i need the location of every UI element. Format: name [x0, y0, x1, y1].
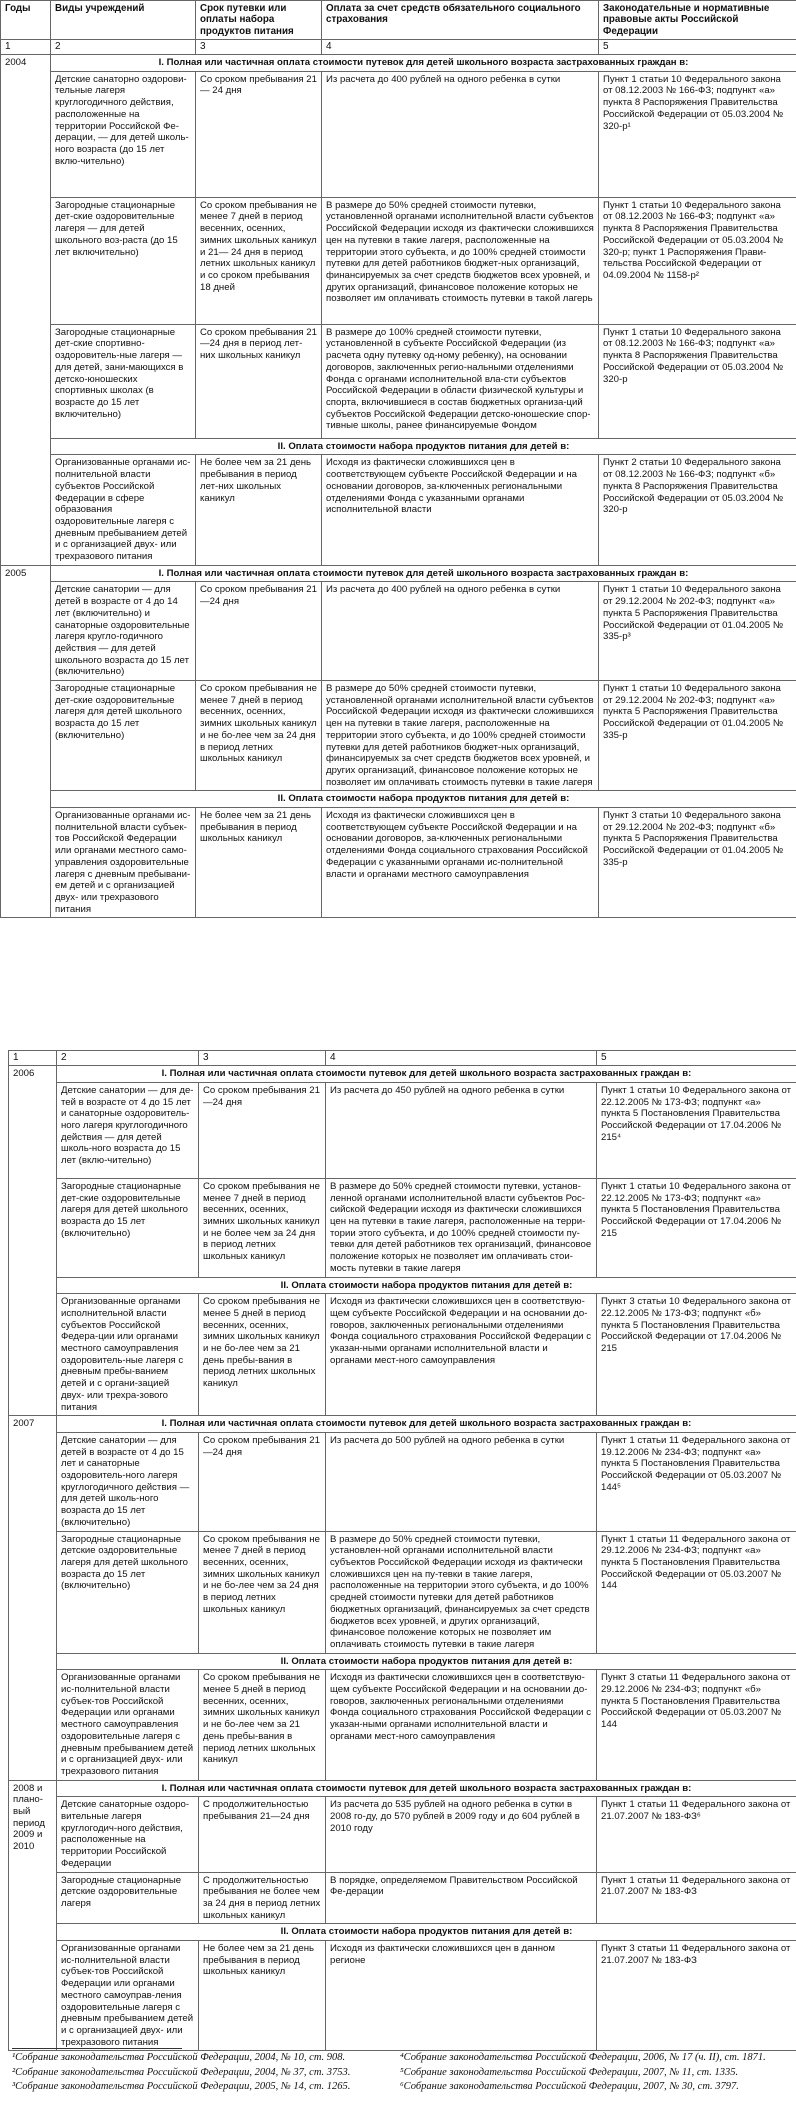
table-row [1, 808, 796, 918]
table-page-1 [0, 0, 796, 918]
institution-type: Детские санаторные оздоро-вительные лагеря круглогодич-ного действия, расположенные на территории Российской Федерации [57, 1797, 199, 1872]
footnotes-right-column [400, 2052, 788, 2096]
legal-act: Пункт 1 статьи 10 Федерального закона от 29.12.2004 № 202-ФЗ; подпункт «а» пункта 5 Распоряжения Правительства Российской Федерации от 01.04.2005 № 335-р [599, 681, 796, 791]
institution-type: Организованные органами ис-полнительной власти субъек-тов Российской Федерации или органами местного самоуправления оздоровительные лагеря с дневным пребыванием детей и с организацией двух- или трехразового питания [57, 1670, 199, 1780]
institution-type: Организованные органами ис-полнительной власти субъек-тов Российской Федерации или органами местного самоуправ-ления оздоровительные лагеря с дневным пребыванием детей и с организацией двух- или трехразового питания [57, 1941, 199, 2051]
section-heading: II. Оплата стоимости набора продуктов питания для детей в: [57, 1653, 796, 1670]
section-heading: I. Полная или частичная оплата стоимости путевок для детей школьного возраста застрахованных граждан в: [57, 1780, 796, 1797]
section-heading: II. Оплата стоимости набора продуктов питания для детей в: [57, 1924, 796, 1941]
table-page-2 [8, 1050, 796, 2051]
table-row [9, 1531, 796, 1653]
legal-act: Пункт 1 статьи 11 Федерального закона от 19.12.2006 № 234-ФЗ; подпункт «а» пункта 5 Постановления Правительства Российской Федерации от 05.03.2007 № 144⁵ [597, 1432, 796, 1531]
payment: Из расчета до 535 рублей на одного ребенка в сутки в 2008 го-ду, до 570 рублей в 2009 году и до 604 рублей в 2010 году [326, 1797, 597, 1872]
section-heading: I. Полная или частичная оплата стоимости путевок для детей школьного возраста застрахованных граждан в: [51, 565, 796, 582]
year-cell: 2008 и плано-вый период 2009 и 2010 [9, 1780, 57, 2051]
column-number: 5 [597, 1051, 796, 1066]
section-heading-row [1, 438, 796, 455]
column-number: 2 [57, 1051, 199, 1066]
column-number: 3 [196, 39, 322, 54]
year-cell: 2007 [9, 1416, 57, 1433]
table-row [1, 582, 796, 681]
table-row [1, 197, 796, 324]
footnote: ¹Собрание законодательства Российской Федерации, 2004, № 10, ст. 908. [12, 2052, 346, 2063]
institution-type: Загородные стационарные детские оздоровительные лагеря [57, 1872, 199, 1924]
section-heading: II. Оплата стоимости набора продуктов питания для детей в: [57, 1277, 796, 1294]
column-number: 1 [9, 1051, 57, 1066]
term: Со сроком пребывания не менее 7 дней в период весенних, осенних, зимних школьных каникул и не более чем за 24 дня в период летних школьных каникул [199, 1178, 326, 1277]
legal-act: Пункт 1 статьи 10 Федерального закона от 08.12.2003 № 166-ФЗ; подпункт «а» пункта 8 Распоряжения Правительства Российской Федерации от 05.03.2004 № 320-р¹ [599, 71, 796, 197]
payment: Исходя из фактически сложившихся цен в соответствующем субъекте Российской Федерации и на основании договоров, за-ключенных региональными отделениями Фонда с указанными органами исполнительной власти [322, 455, 599, 565]
term: Со сроком пребывания 21—24 дня [199, 1082, 326, 1178]
footnote: ²Собрание законодательства Российской Федерации, 2004, № 37, ст. 3753. [12, 2066, 351, 2078]
table-row [9, 1294, 796, 1416]
payment: В порядке, определяемом Правительством Российской Фе-дерации [326, 1872, 597, 1924]
term: Со сроком пребывания не менее 5 дней в период весенних, осенних, зимних школьных каникул и не бо-лее чем за 21 день пребы-вания в период летних школьных каникул [199, 1670, 326, 1780]
institution-type: Детские санатории — для детей в возрасте от 4 до 14 лет (включительно) и санаторные оздоровительные лагеря кругло-годичного действия — для детей школьного возраста до 15 лет (включительно) [51, 582, 196, 681]
payment: Из расчета до 450 рублей на одного ребенка в сутки [326, 1082, 597, 1178]
year-cell: 2004 [1, 54, 51, 71]
term: Со сроком пребывания не менее 7 дней в период весенних, осенних, зимних школьных каникул и 21— 24 дня в период летних школьных каникул и со сроком пребывания 18 дней [196, 197, 322, 324]
institution-type: Детские санатории — для детей в возрасте от 4 до 15 лет и санаторные оздоровитель-ного лагеря круглогодичного действия — для детей школь-ного возраста до 15 лет (включительно) [57, 1432, 199, 1531]
legal-act: Пункт 3 статьи 10 Федерального закона от 22.12.2005 № 173-ФЗ; подпункт «б» пункта 5 Постановления Правительства Российской Федерации от 17.04.2006 № 215 [597, 1294, 796, 1416]
section-heading-row [9, 1653, 796, 1670]
legal-act: Пункт 1 статьи 11 Федерального закона от 21.07.2007 № 183-ФЗ [597, 1872, 796, 1924]
table-row [9, 1432, 796, 1531]
legal-act: Пункт 1 статьи 10 Федерального закона от 08.12.2003 № 166-ФЗ; подпункт «а» пункта 8 Распоряжения Правительства Российской Федерации от 05.03.2004 № 320-р; пункт 1 Распоряжения Прави-тельства Российской Федерации от 04.09.2004 № 1158-р² [599, 197, 796, 324]
legal-act: Пункт 2 статьи 10 Федерального закона от 08.12.2003 № 166-ФЗ; подпункт «б» пункта 8 Распоряжения Правительства Российской Федерации от 05.03.2004 № 320-р [599, 455, 796, 565]
term: Со сроком пребывания не менее 7 дней в период весенних, осенних, зимних школьных каникул и не бо-лее чем за 24 дня в период летних школьных каникул [199, 1531, 326, 1653]
legal-act: Пункт 1 статьи 10 Федерального закона от 22.12.2005 № 173-ФЗ; подпункт «а» пункта 5 Постановления Правительства Российской Федерации от 17.04.2006 № 215 [597, 1178, 796, 1277]
payment: Исходя из фактически сложившихся цен в данном регионе [326, 1941, 597, 2051]
term: С продолжительностью пребывания 21—24 дня [199, 1797, 326, 1872]
table-row [9, 1797, 796, 1872]
institution-type: Загородные стационарные дет-ские оздоровительные лагеря для детей школьного возраста до 15 лет (включительно) [57, 1178, 199, 1277]
payment: В размере до 50% средней стоимости путевки, установленной органами исполнительной власти субъектов Российской Федерации исходя из фактически сложившихся цен на путевки в такие лагеря, расположенные на территории этого субъекта, и до 100% средней стоимости путевки для детей работников бюджет-ных организаций, финансируемых за счет средств бюджетов всех уровней, и других организаций, финансовое положение которых не позволяет им оплачивать стоимость путевки в такие лагеря [322, 681, 599, 791]
legal-act: Пункт 3 статьи 10 Федерального закона от 29.12.2004 № 202-ФЗ; подпункт «б» пункта 5 Распоряжения Правительства Российской Федерации от 01.04.2005 № 335-р [599, 808, 796, 918]
table-row [1, 455, 796, 565]
institution-type: Загородные стационарные дет-ские оздоровительные лагеря для детей школьного возраста до 15 лет (включительно) [51, 681, 196, 791]
payment: Из расчета до 400 рублей на одного ребенка в сутки [322, 71, 599, 197]
payment: Из расчета до 400 рублей на одного ребенка в сутки [322, 582, 599, 681]
institution-type: Организованные органами ис-полнительной власти субъек-тов Российской Федерации или органами местного само-управления оздоровительные лагеря с дневным пребывани-ем детей и с организацией двух- или трехразового питания [51, 808, 196, 918]
column-number: 4 [326, 1051, 597, 1066]
year-cell: 2005 [1, 565, 51, 582]
column-numbers-row [9, 1051, 796, 1066]
table-row [9, 1941, 796, 2051]
institution-type: Организованные органами ис-полнительной власти субъектов Российской Федерации в сфере образования оздоровительные лагеря с дневным пребыванием детей и с организацией двух- или трехразового питания [51, 455, 196, 565]
payment: Из расчета до 500 рублей на одного ребенка в сутки [326, 1432, 597, 1531]
legal-act: Пункт 1 статьи 11 Федерального закона от 21.07.2007 № 183-ФЗ⁶ [597, 1797, 796, 1872]
footnote: ⁴Собрание законодательства Российской Федерации, 2006, № 17 (ч. II), ст. 1871. [400, 2052, 766, 2063]
header-term: Срок путевки или оплаты набора продуктов питания [196, 1, 322, 40]
table-row [9, 1082, 796, 1178]
footnote-rule [12, 2048, 182, 2049]
payment: В размере до 50% средней стоимости путевки, установлен-ной органами исполнительной власти субъектов Российской Федерации исходя из фактически сложившихся цен на пу-тевки в такие лагеря, расположенные на территории этого субъекта, и до 100% средней стоимости путевки для детей работников бюджетных организаций, финансируемых за счет средств бюджетов всех уровней, и других организаций, финансовое положение которых не позволяет им оплачивать стоимость путевки в такие лагеря [326, 1531, 597, 1653]
institution-type: Детские санатории — для де-тей в возрасте от 4 до 15 лет и санаторные оздоровитель-ного лагеря круглогодичного действия — для детей школь-ного возраста до 15 лет (вклю-чительно) [57, 1082, 199, 1178]
column-number: 5 [599, 39, 796, 54]
payment: В размере до 50% средней стоимости путевки, установ-ленной органами исполнительной власти субъектов Рос-сийской Федерации исходя из фактически сложившихся цен на путевки в такие лагеря, расположенные на терри-тории этого субъекта, и до 100% средней стоимости пу-тевки для детей работников тех организаций, финансовое положение которых не позволяет им оплачивать стои-мость путевки в такие лагеря [326, 1178, 597, 1277]
section-heading-row [1, 791, 796, 808]
footnote: ⁵Собрание законодательства Российской Федерации, 2007, № 11, ст. 1335. [400, 2066, 739, 2078]
payment: Исходя из фактически сложившихся цен в соответствую-щем субъекте Российской Федерации и на основании до-говоров, заключенных региональными отделениями Фонда социального страхования Российской Федерации с указан-ными органами исполнительной власти и органами мест-ного самоуправления [326, 1294, 597, 1416]
column-number: 2 [51, 39, 196, 54]
column-number: 4 [322, 39, 599, 54]
column-number: 1 [1, 39, 51, 54]
term: Со сроком пребывания не менее 7 дней в период весенних, осенних, зимних школьных каникул и не бо-лее чем за 24 дня в период летних школьных каникул [196, 681, 322, 791]
payment: Исходя из фактически сложившихся цен в соответствующем субъекте Российской Федерации и на основании договоров, за-ключенных региональными отделениями Фонда социального страхования Российской Федерации с указанными органами ис-полнительной власти и органами местного самоуправления [322, 808, 599, 918]
section-heading-row [9, 1924, 796, 1941]
legal-act: Пункт 3 статьи 11 Федерального закона от 29.12.2006 № 234-ФЗ; подпункт «б» пункта 5 Постановления Правительства Российской Федерации от 05.03.2007 № 144 [597, 1670, 796, 1780]
table-row [1, 324, 796, 438]
section-heading-row [1, 565, 796, 582]
column-numbers-row [1, 39, 796, 54]
year-cell: 2006 [9, 1066, 57, 1083]
section-heading: I. Полная или частичная оплата стоимости путевок для детей школьного возраста застрахованных граждан в: [51, 54, 796, 71]
footnotes-left-column [12, 2052, 400, 2096]
payment: В размере до 100% средней стоимости путевки, установленной в субъекте Российской Федерации (из расчета одну путевку од-ному ребенку), на основании договоров, заключенных регио-нальными отделениями Фонда с органами исполнительной вла-сти субъектов Российской Федерации в области физической культуры и спорта, включившиеся в состав бюджетных организа-ций субъектов Российской Федерации детско-юношеские спор-тивные школы, ранее финансируемые Фондом [322, 324, 599, 438]
section-heading: II. Оплата стоимости набора продуктов питания для детей в: [51, 791, 796, 808]
benefits-table-part-1 [0, 0, 796, 918]
footnotes [12, 2048, 788, 2096]
section-heading: I. Полная или частичная оплата стоимости путевок для детей школьного возраста застрахованных граждан в: [57, 1416, 796, 1433]
header-payment: Оплата за счет средств обязательного социального страхования [322, 1, 599, 40]
institution-type: Организованные органами исполнительной власти субъектов Российской Федера-ции или органами местного самоуправления оздоровитель-ные лагеря с дневным пребы-ванием детей и с органи-зацией двух- или трехра-зового питания [57, 1294, 199, 1416]
section-heading-row [9, 1066, 796, 1083]
table-row [9, 1670, 796, 1780]
payment: В размере до 50% средней стоимости путевки, установленной органами исполнительной власти субъектов Российской Федерации исходя из фактически сложившихся цен на путевки в такие лагеря, расположенные на территории этого субъекта, и до 100% средней стоимости путевки для детей работников бюджет-ных организаций, финансируемых за счет средств бюджетов всех уровней, и других организаций, финансовое положение которых не позволяет им оплачивать стоимость путевки в такой лагерь [322, 197, 599, 324]
legal-act: Пункт 3 статьи 11 Федерального закона от 21.07.2007 № 183-ФЗ [597, 1941, 796, 2051]
benefits-table-part-2 [8, 1050, 796, 2051]
table-row [1, 681, 796, 791]
column-number: 3 [199, 1051, 326, 1066]
legal-act: Пункт 1 статьи 11 Федерального закона от 29.12.2006 № 234-ФЗ; подпункт «а» пункта 5 Постановления Правительства Российской Федерации от 05.03.2007 № 144 [597, 1531, 796, 1653]
section-heading: II. Оплата стоимости набора продуктов питания для детей в: [51, 438, 796, 455]
institution-type: Загородные стационарные дет-ские оздоровительные лагеря — для детей школьного воз-раста (до 15 лет включительно) [51, 197, 196, 324]
institution-type: Загородные стационарные детские оздоровительные лагеря для детей школьного возраста до 15 лет (включительно) [57, 1531, 199, 1653]
legal-act: Пункт 1 статьи 10 Федерального закона от 08.12.2003 № 166-ФЗ; подпункт «а» пункта 8 Распоряжения Правительства Российской Федерации от 05.03.2004 № 320-р [599, 324, 796, 438]
payment: Исходя из фактически сложившихся цен в соответствую-щем субъекте Российской Федерации и на основании до-говоров, заключенных региональными отделениями Фонда социального страхования Российской Федерации с указан-ными органами исполнительной власти и органами мест-ного самоуправления [326, 1670, 597, 1780]
section-heading: I. Полная или частичная оплата стоимости путевок для детей школьного возраста застрахованных граждан в: [57, 1066, 796, 1083]
institution-type: Загородные стационарные дет-ские спортивно-оздоровитель-ные лагеря — для детей, зани-мающихся в детско-юношеских спортивных школах (в возрасте до 15 лет включительно) [51, 324, 196, 438]
header-institution-types: Виды учреждений [51, 1, 196, 40]
term: С продолжительностью пребывания не более чем за 24 дня в период летних школьных каникул [199, 1872, 326, 1924]
table-row [9, 1872, 796, 1924]
table-row [9, 1178, 796, 1277]
section-heading-row [9, 1277, 796, 1294]
footnote: ⁶Собрание законодательства Российской Федерации, 2007, № 30, ст. 3797. [400, 2081, 739, 2093]
footnote: ³Собрание законодательства Российской Федерации, 2005, № 14, ст. 1265. [12, 2081, 351, 2093]
term: Со сроком пребывания 21—24 дня [196, 582, 322, 681]
section-heading-row [9, 1416, 796, 1433]
term: Не более чем за 21 день пребывания в период лет-них школьных каникул [196, 455, 322, 565]
term: Со сроком пребывания 21—24 дня [199, 1432, 326, 1531]
section-heading-row [1, 54, 796, 71]
section-heading-row [9, 1780, 796, 1797]
table-header-row [1, 1, 796, 40]
institution-type: Детские санаторно оздорови-тельные лагеря круглогодичного действия, расположенные на территории Российской Фе-дерации, — для детей школь-ного возраста (до 15 лет вклю-чительно) [51, 71, 196, 197]
table-row [1, 71, 796, 197]
legal-act: Пункт 1 статьи 10 Федерального закона от 29.12.2004 № 202-ФЗ; подпункт «а» пункта 5 Распоряжения Правительства Российской Федерации от 01.04.2005 № 335-р³ [599, 582, 796, 681]
term: Со сроком пребывания не менее 5 дней в период весенних, осенних, зимних школьных каникул и не бо-лее чем за 21 день пребы-вания в период летних школьных каникул [199, 1294, 326, 1416]
term: Со сроком пребывания 21 — 24 дня [196, 71, 322, 197]
header-legal-acts: Законодательные и нормативные правовые акты Российской Федерации [599, 1, 796, 40]
header-years: Годы [1, 1, 51, 40]
term: Со сроком пребывания 21—24 дня в период лет-них школьных каникул [196, 324, 322, 438]
term: Не более чем за 21 день пребывания в период школьных каникул [196, 808, 322, 918]
legal-act: Пункт 1 статьи 10 Федерального закона от 22.12.2005 № 173-ФЗ; подпункт «а» пункта 5 Постановления Правительства Российской Федерации от 17.04.2006 № 215⁴ [597, 1082, 796, 1178]
term: Не более чем за 21 день пребывания в период школьных каникул [199, 1941, 326, 2051]
